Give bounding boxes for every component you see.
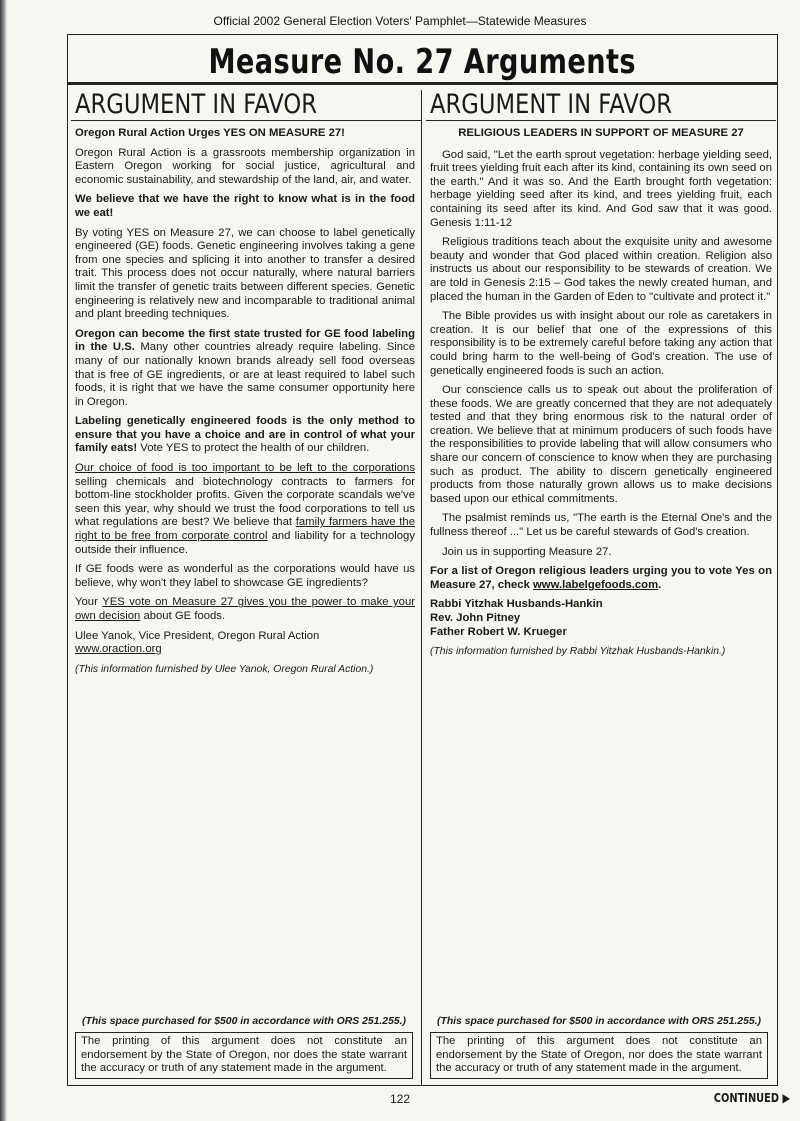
bold-text: Oregon can become the first state trusted for GE food labeling in the U.S. bbox=[75, 327, 415, 354]
paragraph: Religious traditions teach about the exquisite unity and awesome beauty and wonder that God placed within creation. Religion also instructs us about our responsibility to be stewards of creation. We are told in Genesis 2:15 – God takes the newly created human, and placed the human in the Garden of Eden to "cultivate and protect it." bbox=[430, 236, 772, 303]
text: and liability for a technology outside their influence. bbox=[75, 530, 415, 556]
signature-url bbox=[75, 643, 415, 657]
underlined-text: Our choice of food is too important to be left to the corporations bbox=[75, 462, 415, 475]
website-link[interactable]: www.oraction.org bbox=[75, 643, 162, 656]
paragraph: Join us in supporting Measure 27. bbox=[442, 545, 612, 558]
paid-space-note: (This space purchased for $500 in accordance with ORS 251.255.) bbox=[437, 1016, 761, 1028]
website-link[interactable]: www.labelgefoods.com bbox=[533, 578, 659, 591]
continued-marker bbox=[714, 1091, 790, 1105]
disclaimer-box: The printing of this argument does not constitute an endorsement by the State of Oregon, nor does the state warrant the accuracy or truth of any statement made in the argument. bbox=[430, 1032, 768, 1079]
paragraph: Our conscience calls us to speak out about the proliferation of these foods. We are greatly concerned that they are not adequately tested and that they bring enormous risk to the natural order of creation. We believe that at minimum producers of such foods have the responsibilities to provide labeling that will allow consumers who share our concern of conscience to know when they are purchasing such as product. The ability to discern genetically engineered products from those naturally grown allows us to make decisions based upon our ethical commitments. bbox=[430, 384, 772, 505]
text: selling chemicals and biotechnology contracts to farmers for bottom-line stockholder profits. Given the corporate scandals we've seen this year, why should we trust the food corporations to tell us what regulations are best? We believe that bbox=[75, 475, 415, 529]
text: Many other countries already require labeling. Since many of our nationally known brands already sell food overseas that is free of GE ingredients, or are at least required to label such foods, it is right that we have the same consumer opportunity here in Oregon. bbox=[75, 341, 415, 408]
paragraph bbox=[430, 565, 772, 592]
continued-label: CONTINUED bbox=[713, 1091, 780, 1105]
paragraph: The Bible provides us with insight about our role as caretakers in creation. It is our belief that one of the expressions of this responsibility is to be extremely careful before taking any action that could bring harm to the well-being of God's creation. The use of genetically engineered foods is such an action. bbox=[430, 310, 772, 377]
paragraph: We believe that we have the right to know what is in the food we eat! bbox=[75, 193, 415, 219]
text: Your bbox=[75, 596, 103, 609]
page-number: 122 bbox=[389, 1092, 411, 1106]
title-band bbox=[68, 35, 777, 85]
argument-column-left bbox=[71, 90, 422, 1085]
furnished-note: (This information furnished by Rabbi Yitzhak Husbands-Hankin.) bbox=[430, 646, 726, 658]
paragraph: By voting YES on Measure 27, we can choose to label genetically engineered (GE) foods. Genetic engineering involves taking a gene from one species and splicing it into another to transfer a desired trait. This process does not occur naturally, where natural barriers limit the transfer of genetic traits between different species. Genetic engineering is relatively new and incomparable to traditional animal and plant breeding techniques. bbox=[75, 226, 415, 321]
page-title: Measure No. 27 Arguments bbox=[208, 42, 637, 82]
paid-space-note: (This space purchased for $500 in accordance with ORS 251.255.) bbox=[82, 1016, 406, 1028]
text: about GE foods. bbox=[140, 610, 226, 622]
column-heading: ARGUMENT IN FAVOR bbox=[430, 90, 672, 120]
lead-statement: Oregon Rural Action Urges YES ON MEASURE 27! bbox=[75, 127, 345, 139]
underlined-text: YES vote on Measure 27 gives you the power to make your own decision bbox=[75, 596, 415, 622]
footer-notice bbox=[75, 1016, 413, 1079]
signer: Father Robert W. Krueger bbox=[430, 625, 567, 638]
text: Vote YES to protect the health of our children. bbox=[137, 442, 370, 455]
signature-name: Ulee Yanok, Vice President, Oregon Rural Action bbox=[75, 629, 320, 642]
paragraph: Oregon Rural Action is a grassroots membership organization in Eastern Oregon working for social justice, agricultural and economic sustainability, and stewardship of the land, air, and water. bbox=[75, 146, 415, 186]
disclaimer-box: The printing of this argument does not constitute an endorsement by the State of Oregon, nor does the state warrant the accuracy or truth of any statement made in the argument. bbox=[75, 1032, 413, 1079]
text: . bbox=[658, 578, 662, 591]
lead-statement: RELIGIOUS LEADERS IN SUPPORT OF MEASURE 27 bbox=[458, 127, 744, 139]
page-frame bbox=[67, 34, 778, 1086]
paragraph bbox=[75, 596, 415, 623]
divider bbox=[71, 120, 421, 121]
furnished-note: (This information furnished by Ulee Yanok, Oregon Rural Action.) bbox=[75, 663, 374, 675]
paragraph: God said, "Let the earth sprout vegetation: herbage yielding seed, fruit trees yielding fruit each after its kind, containing its own seed on the earth." And it was so. And the Earth brought forth vegetation: herbage yielding seed after its kind, and trees yielding fruit, each containing its seed after its kind. And God saw that it was good. Genesis 1:11-12 bbox=[430, 148, 772, 229]
paragraph: If GE foods were as wonderful as the corporations would have us believe, why won't they label to showcase GE ingredients? bbox=[75, 563, 415, 589]
bold-text: For a list of Oregon religious leaders urging you to vote Yes on Measure 27, check bbox=[430, 565, 772, 591]
paragraph bbox=[75, 328, 415, 410]
divider bbox=[426, 120, 776, 121]
column-heading: ARGUMENT IN FAVOR bbox=[75, 90, 317, 120]
argument-column-right bbox=[426, 90, 776, 1085]
underlined-text: family farmers have the right to be free from corporate control bbox=[75, 516, 415, 543]
paragraph bbox=[75, 462, 415, 557]
signer: Rabbi Yitzhak Husbands-Hankin bbox=[430, 598, 603, 611]
paragraph: The psalmist reminds us, "The earth is the Eternal One's and the fullness thereof ..." Let us be careful stewards of God's creation. bbox=[430, 512, 772, 539]
triangle-right-icon: ▶ bbox=[779, 1091, 790, 1105]
running-head: Official 2002 General Election Voters' Pamphlet—Statewide Measures bbox=[213, 14, 587, 28]
scan-edge bbox=[0, 0, 7, 1121]
paragraph bbox=[75, 415, 415, 456]
footer-notice bbox=[430, 1016, 768, 1079]
bold-text: Labeling genetically engineered foods is the only method to ensure that you have a choice and are in control of what your family eats! bbox=[75, 415, 415, 455]
signer: Rev. John Pitney bbox=[430, 612, 521, 624]
